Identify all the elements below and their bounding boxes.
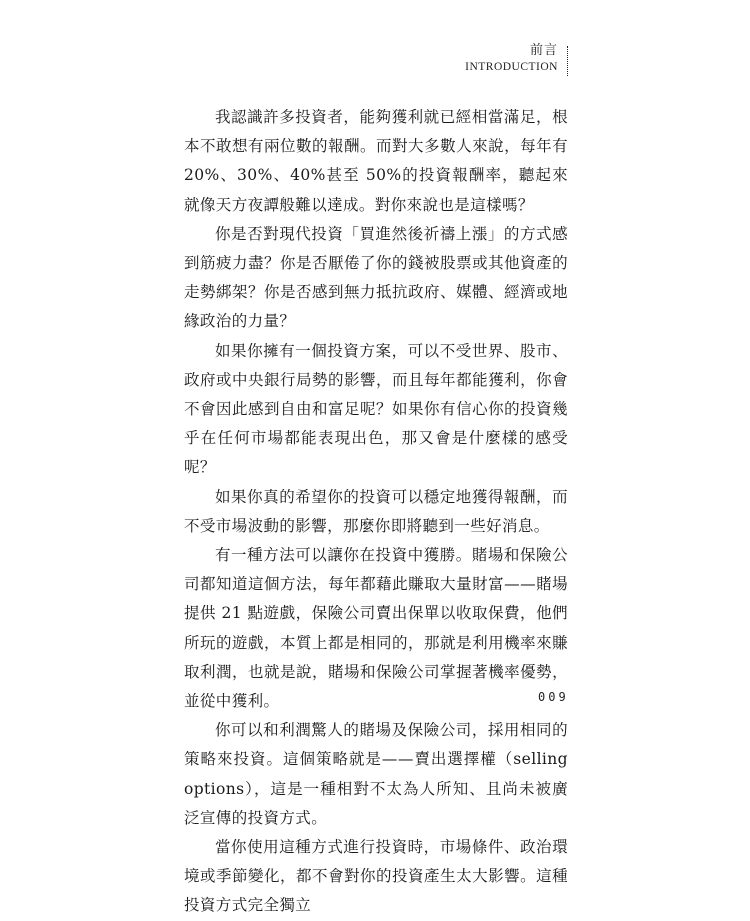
paragraph-1: 我認識許多投資者，能夠獲利就已經相當滿足，根本不敢想有兩位數的報酬。而對大多數人來說，每年有 20%、30%、40%甚至 50%的投資報酬率，聽起來就像天方夜譚般難以達成。對你來說也是這樣嗎？ <box>184 108 568 214</box>
paragraph-2: 你是否對現代投資「買進然後祈禱上漲」的方式感到筋疲力盡？你是否厭倦了你的錢被股票或其他資產的走勢綁架？你是否感到無力抵抗政府、媒體、經濟或地緣政治的力量？ <box>184 224 568 331</box>
paragraph-6: 你可以和利潤驚人的賭場及保險公司，採用相同的策略來投資。這個策略就是——賣出選擇權（selling options），這是一種相對不太為人所知、且尚未被廣泛宣傳的投資方式。 <box>184 721 568 827</box>
running-head-divider <box>567 46 568 76</box>
paragraph-5: 有一種方法可以讓你在投資中獲勝。賭場和保險公司都知道這個方法，每年都藉此賺取大量財富——賭場提供 21 點遊戲，保險公司賣出保單以收取保費，他們所玩的遊戲，本質上都是相同的，那就是利用機率來賺取利潤，也就是說，賭場和保險公司掌握著機率優勢，並從中獲利。 <box>184 546 568 711</box>
running-head-title-en: INTRODUCTION <box>465 61 558 74</box>
running-head <box>465 44 558 74</box>
paragraph-7: 當你使用這種方式進行投資時，市場條件、政治環境或季節變化，都不會對你的投資產生太大影響。這種投資方式完全獨立 <box>184 838 568 915</box>
body-text <box>184 103 568 921</box>
page-number: 009 <box>538 690 569 704</box>
paragraph-3: 如果你擁有一個投資方案，可以不受世界、股市、政府或中央銀行局勢的影響，而且每年都能獲利，你會不會因此感到自由和富足呢？如果你有信心你的投資幾乎在任何市場都能表現出色，那又會是什麼樣的感受呢？ <box>184 341 568 477</box>
paragraph-4: 如果你真的希望你的投資可以穩定地獲得報酬，而不受市場波動的影響，那麼你即將聽到一些好消息。 <box>184 487 568 535</box>
running-head-title-cn: 前言 <box>529 43 558 58</box>
